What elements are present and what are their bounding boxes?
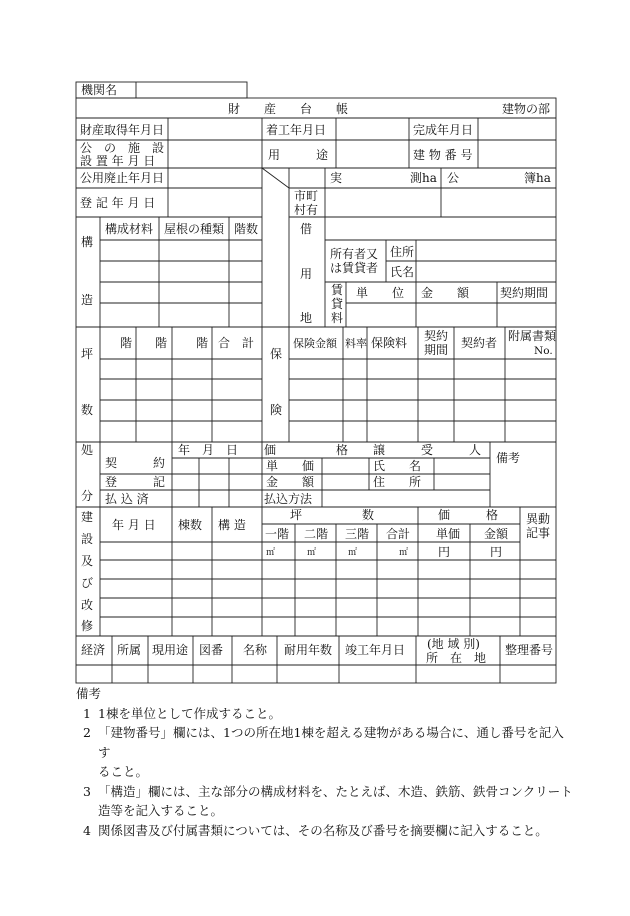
disposal-remarks-label: 備考 — [496, 451, 521, 465]
change-note-header-a: 異動 — [526, 512, 551, 526]
disposal-paid-label: 払 込 済 — [105, 492, 149, 506]
insurance-side-label-2: 険 — [270, 403, 283, 417]
land-side-label-3: 地 — [300, 311, 313, 325]
build-structure-header: 構 造 — [218, 518, 246, 532]
rent-label-1: 賃 — [331, 283, 344, 297]
rent-unit-header: 単 位 — [356, 286, 405, 300]
tsubo-floor-header-1: 階 — [120, 336, 133, 350]
disposal-registration-label: 登 記 — [105, 475, 166, 489]
note-item — [76, 821, 576, 841]
note-item-continuation — [76, 762, 576, 782]
note-text: 造等を記入すること。 — [98, 803, 224, 818]
contractor-header: 契約者 — [461, 336, 498, 350]
build-side-label-1: 建 — [81, 510, 94, 524]
notes-section — [76, 684, 576, 840]
disposal-pay-method-label: 払込方法 — [264, 492, 313, 506]
rent-amount-header: 金 額 — [421, 286, 470, 300]
disposal-price-header: 価 格 — [264, 443, 349, 457]
insurance-side-label-1: 保 — [270, 347, 283, 361]
completion-date-label: 完成年月日 — [413, 123, 474, 137]
municipal-label-a: 市町 — [294, 189, 319, 203]
ledger-title: 財 産 台 帳 — [228, 102, 349, 116]
note-item-continuation — [76, 801, 576, 821]
construction-start-label: 着工年月日 — [266, 123, 327, 137]
completed-date-header: 竣工年月日 — [345, 643, 406, 657]
disposal-date-header: 年 月 日 — [178, 443, 239, 457]
transferee-address-label: 住 所 — [373, 475, 422, 489]
build-price-header: 価 格 — [438, 508, 499, 522]
agency-label: 機関名 — [81, 83, 118, 97]
insurance-rate-header: 料率 — [345, 337, 367, 350]
registration-date-label: 登 記 年 月 日 — [80, 196, 156, 210]
drawing-number-header: 図番 — [199, 643, 224, 657]
owner-label-a: 所有者又 — [330, 247, 379, 261]
tsubo-floor-header-2: 階 — [155, 336, 168, 350]
notes-heading: 備考 — [76, 686, 102, 701]
note-item — [76, 782, 576, 802]
note-number: 2 — [83, 725, 91, 740]
note-text: 「建物番号」欄には、1つの所在地1棟を超える建物がある場合に、通し番号を記入す — [98, 725, 564, 760]
yen-unit-amount: 円 — [490, 545, 503, 559]
tsubo-side-label-1: 坪 — [81, 347, 94, 361]
tsubo-floor-header-3: 階 — [196, 336, 209, 350]
attachments-header-a: 附属書類 — [508, 329, 557, 343]
land-side-label-1: 借 — [300, 222, 313, 236]
owner-name-label: 氏名 — [390, 265, 415, 279]
build-side-label-3: 及 — [81, 554, 94, 568]
note-number: 4 — [83, 822, 91, 838]
build-amount-header: 金額 — [484, 527, 509, 541]
disposal-contract-label: 契 約 — [105, 456, 166, 470]
build-date-header: 年 月 日 — [112, 518, 156, 532]
tsubo-side-label-2: 数 — [81, 403, 94, 417]
economy-header: 経済 — [81, 643, 106, 657]
disposal-side-label-1: 処 — [81, 443, 94, 457]
land-side-label-2: 用 — [300, 267, 313, 281]
insurance-period-header-b: 期間 — [424, 343, 449, 357]
rent-label-3: 料 — [331, 311, 344, 325]
abolished-date-label: 公用廃止年月日 — [80, 171, 165, 185]
insured-amount-header: 保険金額 — [293, 337, 337, 350]
note-item — [76, 704, 576, 724]
note-number: 3 — [83, 783, 91, 799]
change-note-header-b: 記事 — [526, 526, 551, 540]
m2-unit-floor3: ㎡ — [348, 548, 358, 558]
public-facility-label-b: 設 置 年 月 日 — [80, 154, 156, 168]
contract-period-header: 契約期間 — [500, 286, 549, 300]
build-count-header: 棟数 — [178, 518, 203, 532]
build-unit-price-header: 単価 — [436, 527, 461, 541]
disposal-unit-price-label: 単 価 — [266, 459, 315, 473]
build-side-label-4: び — [81, 576, 94, 590]
build-side-label-2: 設 — [81, 532, 94, 546]
m2-unit-total: ㎡ — [399, 548, 409, 558]
yen-unit-price: 円 — [438, 545, 451, 559]
build-side-label-6: 修 — [81, 619, 94, 633]
municipal-label-b: 村有 — [294, 203, 319, 217]
public-facility-label-a: 公 の 施 設 — [80, 141, 165, 155]
useful-life-header: 耐用年数 — [284, 643, 333, 657]
insurance-period-header-a: 契約 — [424, 329, 449, 343]
ledger-part: 建物の部 — [502, 102, 551, 116]
attachments-header-b: No. — [534, 345, 553, 357]
roof-header: 屋根の種類 — [164, 222, 225, 236]
transferee-header: 譲 受 人 — [373, 443, 482, 457]
floors-header: 階数 — [234, 222, 259, 236]
department-header: 所属 — [117, 643, 142, 657]
location-header-a: (地 域 別) — [427, 637, 480, 651]
structure-side-label-2: 造 — [81, 293, 94, 307]
build-tsubo-header: 坪 数 — [290, 508, 375, 522]
owner-label-b: は賃貸者 — [330, 261, 379, 275]
note-item — [76, 723, 576, 762]
structure-side-label-1: 構 — [81, 235, 94, 249]
build-floor3-header: 三階 — [345, 527, 370, 541]
note-text: 1棟を単位として作成すること。 — [98, 705, 281, 721]
current-use-header: 現用途 — [152, 643, 189, 657]
build-floor2-header: 二階 — [304, 527, 329, 541]
owner-address-label: 住所 — [390, 245, 415, 259]
disposal-side-label-2: 分 — [81, 489, 94, 503]
tsubo-total-header: 合 計 — [218, 336, 255, 350]
register-ha-label: 簿ha — [524, 171, 551, 185]
acquired-date-label: 財産取得年月日 — [80, 123, 165, 137]
material-header: 構成材料 — [105, 222, 154, 236]
transferee-name-label: 氏 名 — [373, 459, 422, 473]
disposal-amount-label: 金 額 — [266, 475, 315, 489]
m2-unit-floor2: ㎡ — [307, 548, 317, 558]
note-text: ること。 — [98, 764, 149, 779]
rent-label-2: 貸 — [331, 297, 344, 311]
build-total-header: 合計 — [386, 527, 411, 541]
note-text: 関係図書及び付属書類については、その名称及び番号を摘要欄に記入すること。 — [98, 822, 548, 838]
build-side-label-5: 改 — [81, 598, 94, 612]
use-label: 用 途 — [268, 148, 329, 162]
build-floor1-header: 一階 — [265, 527, 290, 541]
reference-number-header: 整理番号 — [505, 643, 554, 657]
actual-label: 実 — [330, 171, 343, 185]
location-header-b: 所 在 地 — [426, 651, 487, 665]
measured-ha-label: 測ha — [410, 171, 437, 185]
name-header: 名称 — [243, 643, 268, 657]
m2-unit-floor1: ㎡ — [266, 548, 276, 558]
note-text: 「構造」欄には、主な部分の構成材料を、たとえば、木造、鉄筋、鉄骨コンクリート — [98, 783, 573, 799]
building-number-label: 建 物 番 号 — [413, 148, 473, 162]
premium-header: 保険料 — [371, 336, 408, 350]
note-number: 1 — [83, 705, 91, 721]
public-label: 公 — [447, 171, 460, 185]
